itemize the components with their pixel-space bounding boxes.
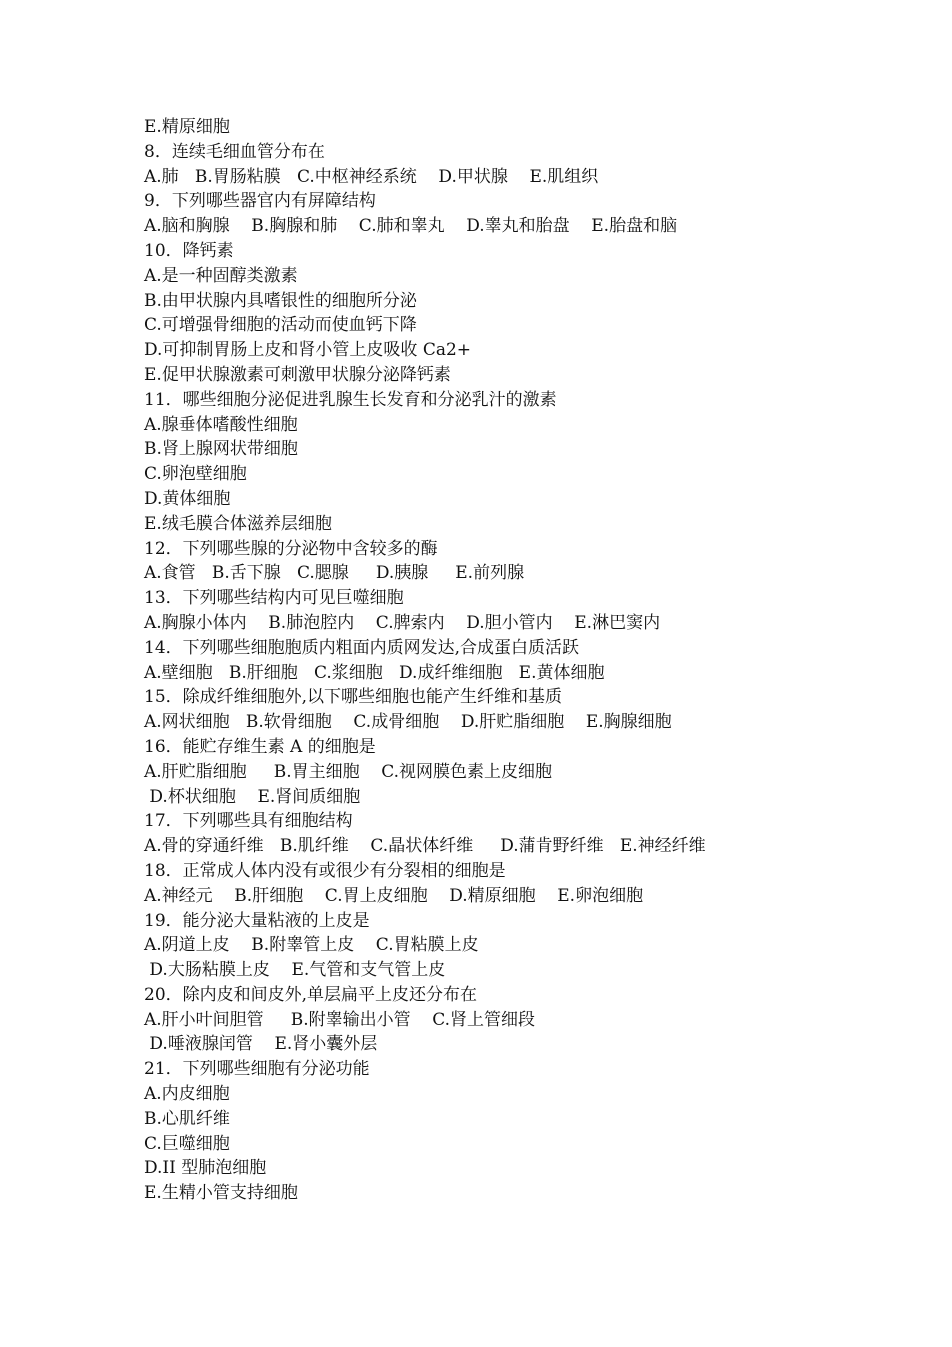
- option-10-e: E.促甲状腺激素可刺激甲状腺分泌降钙素: [144, 364, 451, 385]
- question-18: 18．正常成人体内没有或很少有分裂相的细胞是: [144, 860, 506, 881]
- options-20-part2: D.唾液腺闰管 E.肾小囊外层: [144, 1034, 378, 1055]
- option-11-e: E.绒毛膜合体滋养层细胞: [144, 513, 332, 534]
- options-8: A.肺 B.胃肠粘膜 C.中枢神经系统 D.甲状腺 E.肌组织: [144, 166, 599, 187]
- question-11: 11．哪些细胞分泌促进乳腺生长发育和分泌乳汁的激素: [144, 389, 557, 410]
- option-line: E.精原细胞: [144, 117, 230, 137]
- option-10-d: D.可抑制胃肠上皮和肾小管上皮吸收 Ca2+: [144, 340, 472, 361]
- options-16-part2: D.杯状细胞 E.肾间质细胞: [144, 786, 361, 807]
- question-19: 19．能分泌大量粘液的上皮是: [144, 910, 370, 931]
- option-11-d: D.黄体细胞: [144, 488, 231, 509]
- option-10-a: A.是一种固醇类激素: [144, 265, 298, 286]
- option-11-b: B.肾上腺网状带细胞: [144, 439, 298, 460]
- options-9: A.脑和胸腺 B.胸腺和肺 C.肺和睾丸 D.睾丸和胎盘 E.胎盘和脑: [144, 216, 678, 237]
- option-21-c: C.巨噬细胞: [144, 1133, 230, 1154]
- option-10-c: C.可增强骨细胞的活动而使血钙下降: [144, 315, 417, 336]
- option-21-b: B.心肌纤维: [144, 1108, 230, 1129]
- options-13: A.胸腺小体内 B.肺泡腔内 C.脾索内 D.胆小管内 E.淋巴窦内: [144, 612, 661, 633]
- options-20-part1: A.肝小叶间胆管 B.附睾输出小管 C.肾上管细段: [144, 1009, 536, 1030]
- question-14: 14．下列哪些细胞胞质内粗面内质网发达,合成蛋白质活跃: [144, 637, 580, 658]
- question-9: 9．下列哪些器官内有屏障结构: [144, 191, 376, 212]
- options-16-part1: A.肝贮脂细胞 B.胃主细胞 C.视网膜色素上皮细胞: [144, 761, 553, 782]
- option-11-a: A.腺垂体嗜酸性细胞: [144, 414, 298, 435]
- option-10-b: B.由甲状腺内具嗜银性的细胞所分泌: [144, 290, 417, 311]
- question-17: 17．下列哪些具有细胞结构: [144, 811, 353, 832]
- question-8: 8．连续毛细血管分布在: [144, 141, 325, 162]
- option-21-d: D.II 型肺泡细胞: [144, 1158, 267, 1179]
- question-20: 20．除内皮和间皮外,单层扁平上皮还分布在: [144, 984, 478, 1005]
- options-19-part2: D.大肠粘膜上皮 E.气管和支气管上皮: [144, 960, 446, 981]
- options-18: A.神经元 B.肝细胞 C.胃上皮细胞 D.精原细胞 E.卵泡细胞: [144, 885, 644, 906]
- option-11-c: C.卵泡壁细胞: [144, 464, 247, 485]
- option-21-a: A.内皮细胞: [144, 1084, 230, 1105]
- options-14: A.壁细胞 B.肝细胞 C.浆细胞 D.成纤维细胞 E.黄体细胞: [144, 662, 605, 683]
- question-21: 21．下列哪些细胞有分泌功能: [144, 1059, 370, 1080]
- options-17: A.骨的穿通纤维 B.肌纤维 C.晶状体纤维 D.蒲肯野纤维 E.神经纤维: [144, 836, 706, 857]
- options-15: A.网状细胞 B.软骨细胞 C.成骨细胞 D.肝贮脂细胞 E.胸腺细胞: [144, 712, 672, 733]
- question-13: 13．下列哪些结构内可见巨噬细胞: [144, 588, 404, 609]
- options-12: A.食管 B.舌下腺 C.腮腺 D.胰腺 E.前列腺: [144, 563, 525, 584]
- question-15: 15．除成纤维细胞外,以下哪些细胞也能产生纤维和基质: [144, 687, 563, 708]
- options-19-part1: A.阴道上皮 B.附睾管上皮 C.胃粘膜上皮: [144, 935, 479, 956]
- question-list: [144, 115, 844, 1206]
- question-10: 10．降钙素: [144, 240, 234, 261]
- option-21-e: E.生精小管支持细胞: [144, 1183, 298, 1204]
- question-12: 12．下列哪些腺的分泌物中含较多的酶: [144, 538, 438, 559]
- question-16: 16．能贮存维生素 A 的细胞是: [144, 736, 376, 757]
